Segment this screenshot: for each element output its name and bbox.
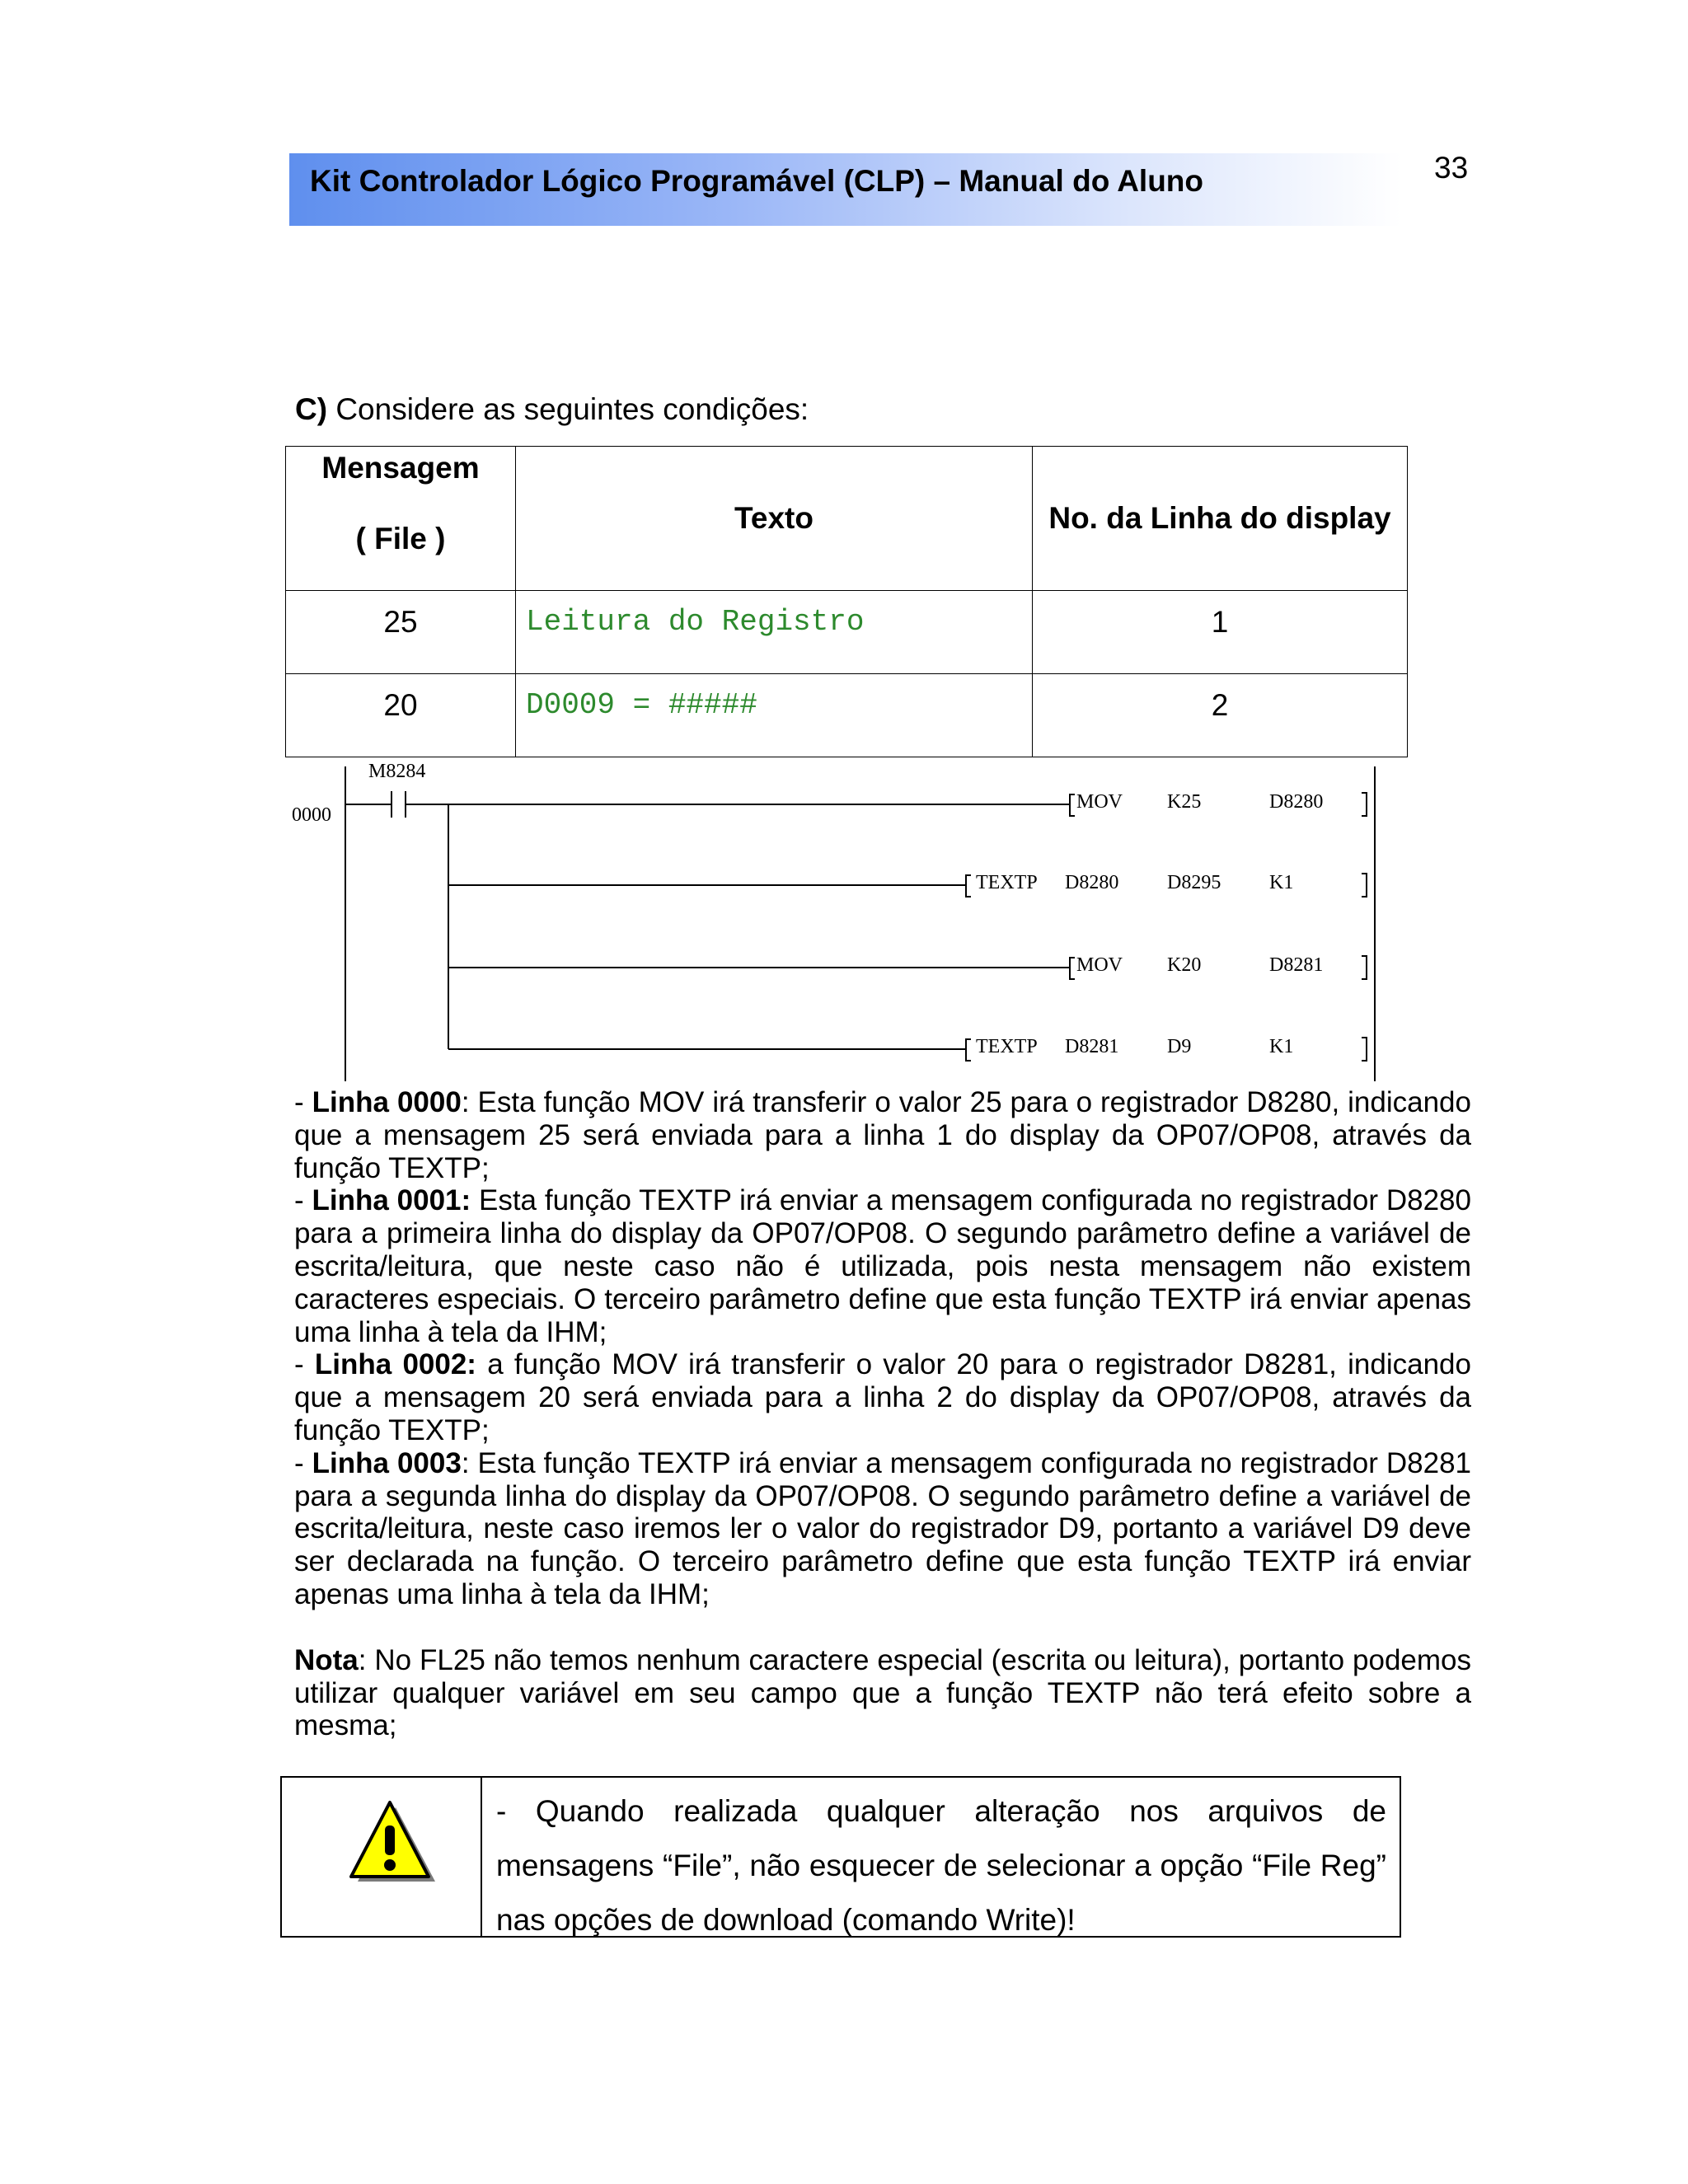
- operand-1: K25: [1167, 791, 1202, 813]
- contact-label: M8284: [368, 761, 426, 782]
- warning-icon-cell: [282, 1778, 482, 1936]
- paragraph-label: Linha 0003: [312, 1446, 462, 1479]
- paragraph-prefix: -: [294, 1086, 312, 1118]
- note-paragraph: [294, 1644, 1471, 1742]
- cell-text: D0009 = #####: [516, 674, 1033, 757]
- rung-4: [448, 1036, 1367, 1061]
- operand-2: D8280: [1269, 791, 1324, 813]
- paragraph-label: Linha 0000: [312, 1086, 462, 1118]
- cell-message: 20: [286, 674, 516, 757]
- warning-text: - Quando realizada qualquer alteração nos arquivos de mensagens “File”, não esquecer de selecionar a opção “File Reg” nas opções de download (comando Write)!: [496, 1794, 1386, 1937]
- instruction-name: TEXTP: [976, 1036, 1038, 1057]
- paragraph-prefix: -: [294, 1348, 315, 1381]
- instruction-bracket-right: [1362, 874, 1367, 897]
- paragraph-text: : Esta função MOV irá transferir o valor 25 para o registrador D8280, indicando que a mensagem 25 será enviada para a linha 1 do display da OP07/OP08, através da função TEXTP;: [294, 1086, 1471, 1184]
- operand-3: K1: [1269, 872, 1294, 893]
- paragraph-line-0003: [294, 1447, 1471, 1611]
- explanation-text: [294, 1086, 1471, 1742]
- header-display-line: No. da Linha do display: [1033, 447, 1408, 591]
- instruction-bracket-right: [1362, 793, 1367, 816]
- section-text: Considere as seguintes condições:: [335, 392, 809, 426]
- section-heading: [295, 390, 809, 429]
- rung-3: [448, 954, 1367, 979]
- header-message: [286, 447, 516, 591]
- rung-2: [448, 872, 1367, 897]
- operand-1: K20: [1167, 954, 1202, 976]
- header-message-line2: ( File ): [355, 522, 446, 555]
- document-title: Kit Controlador Lógico Programável (CLP) – Manual do Aluno: [310, 164, 1204, 198]
- paragraph-text: : Esta função TEXTP irá enviar a mensagem configurada no registrador D8281 para a segunda linha do display da OP07/OP08. O segundo parâmetro define a variável de escrita/leitura, neste caso iremos ler o valor do registrador D9, portanto a variável D9 deve ser declarada na função. O terceiro parâmetro define que esta função TEXTP irá enviar apenas uma linha à tela da IHM;: [294, 1446, 1471, 1610]
- contact-symbol: [345, 791, 448, 818]
- note-text: : No FL25 não temos nenhum caractere especial (escrita ou leitura), portanto podemos utilizar qualquer variável em seu campo que a função TEXTP não terá efeito sobre a mesma;: [294, 1643, 1471, 1742]
- operand-2: D8295: [1167, 872, 1221, 893]
- operand-2: D9: [1167, 1036, 1192, 1057]
- instruction-name: TEXTP: [976, 872, 1038, 893]
- section-label: C): [295, 392, 328, 426]
- instruction-bracket-left: [966, 1039, 971, 1061]
- instruction-name: MOV: [1076, 954, 1123, 976]
- operand-1: D8281: [1065, 1036, 1119, 1057]
- paragraph-prefix: -: [294, 1184, 312, 1217]
- cell-line: 1: [1033, 591, 1408, 674]
- operand-1: D8280: [1065, 872, 1119, 893]
- paragraph-text: a função MOV irá transferir o valor 20 para o registrador D8281, indicando que a mensagem 20 será enviada para a linha 2 do display da OP07/OP08, através da função TEXTP;: [294, 1348, 1471, 1446]
- table-header-row: [286, 447, 1408, 591]
- instruction-bracket-left: [1070, 958, 1075, 979]
- header-text: Texto: [516, 447, 1033, 591]
- warning-box: [280, 1776, 1401, 1938]
- paragraph-line-0000: [294, 1086, 1471, 1184]
- operand-2: D8281: [1269, 954, 1324, 976]
- note-label: Nota: [294, 1643, 359, 1676]
- instruction-bracket-left: [966, 875, 971, 897]
- instruction-bracket-right: [1362, 1038, 1367, 1061]
- paragraph-line-0001: [294, 1184, 1471, 1348]
- ladder-diagram: [285, 758, 1381, 1084]
- paragraph-label: Linha 0001:: [312, 1184, 471, 1217]
- instruction-bracket-right: [1362, 956, 1367, 979]
- warning-icon: [346, 1799, 437, 1890]
- paragraph-text: Esta função TEXTP irá enviar a mensagem configurada no registrador D8280 para a primeira linha do display da OP07/OP08. O segundo parâmetro define a variável de escrita/leitura, que neste caso não é utilizada, pois nesta mensagem não existem caracteres especiais. O terceiro parâmetro define que esta função TEXTP irá enviar apenas uma linha à tela da IHM;: [294, 1184, 1471, 1348]
- cell-message: 25: [286, 591, 516, 674]
- operand-3: K1: [1269, 1036, 1294, 1057]
- cell-line: 2: [1033, 674, 1408, 757]
- instruction-bracket-left: [1070, 794, 1075, 816]
- paragraph-prefix: -: [294, 1446, 312, 1479]
- rung-1: [448, 791, 1367, 816]
- header-message-line1: Mensagem: [321, 451, 480, 485]
- table-row: [286, 591, 1408, 674]
- conditions-table: [285, 446, 1408, 757]
- instruction-name: MOV: [1076, 791, 1123, 813]
- page-number: 33: [1434, 151, 1469, 185]
- table-row: [286, 674, 1408, 757]
- paragraph-label: Linha 0002:: [314, 1348, 476, 1381]
- step-number: 0000: [292, 804, 331, 826]
- cell-text: Leitura do Registro: [516, 591, 1033, 674]
- paragraph-line-0002: [294, 1348, 1471, 1446]
